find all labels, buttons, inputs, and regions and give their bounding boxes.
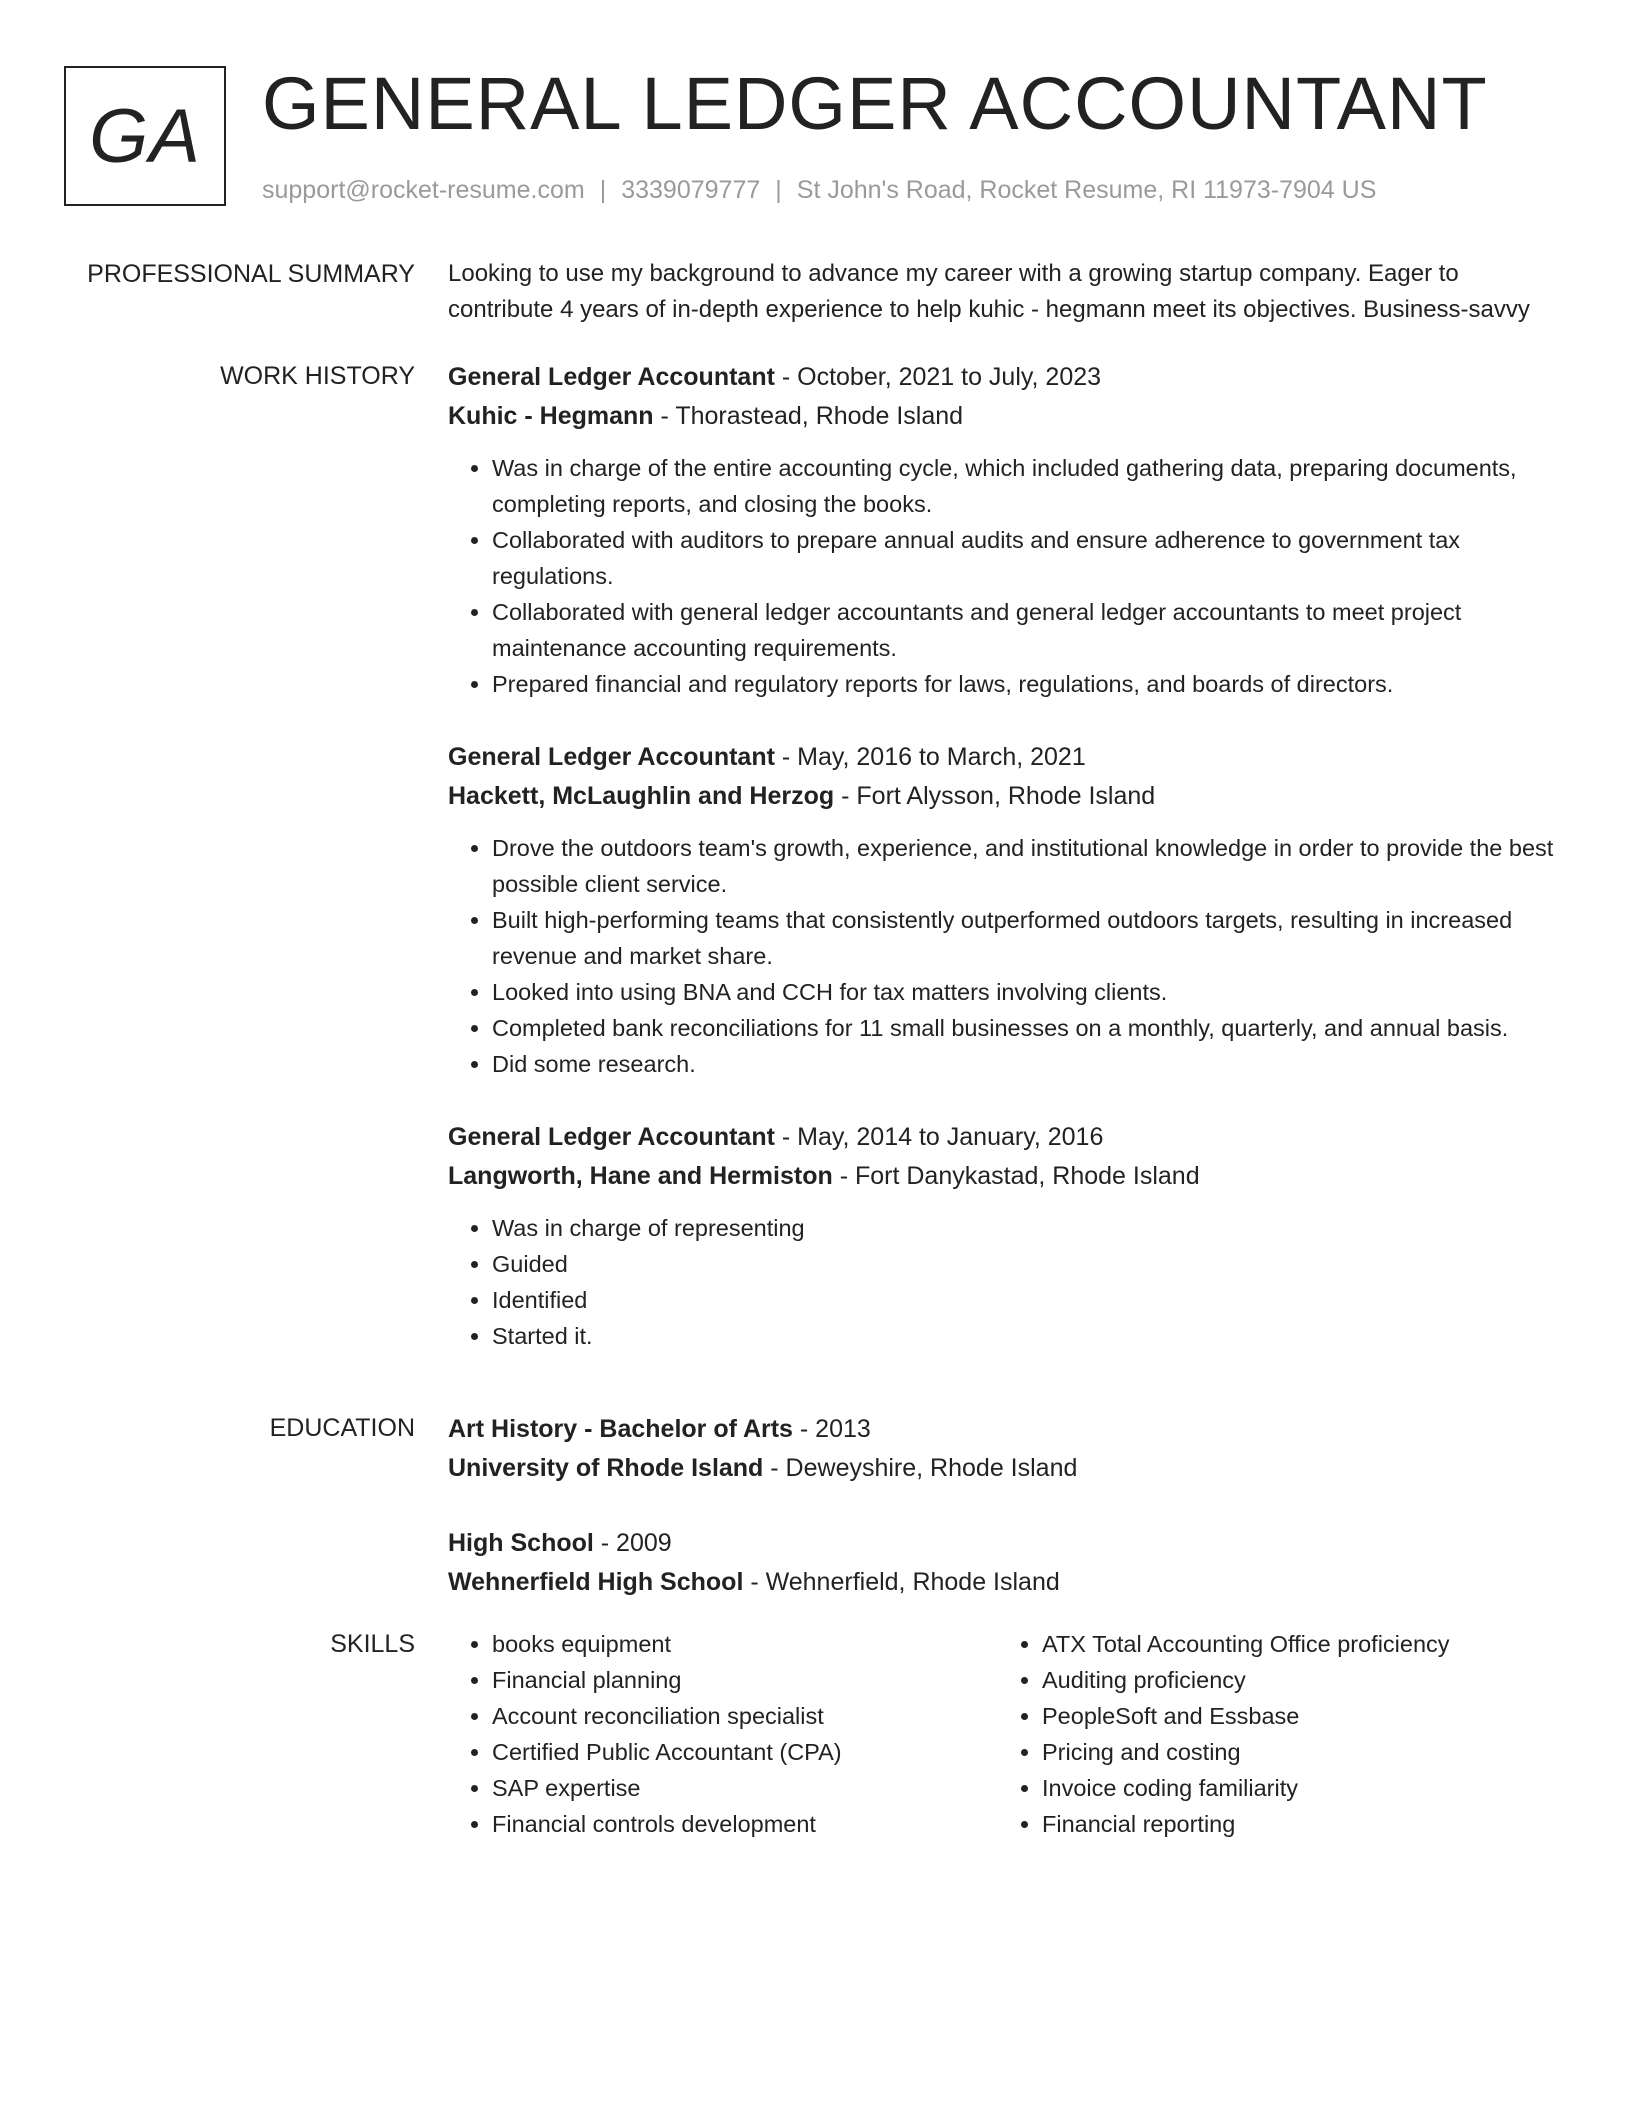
contact-separator: | bbox=[599, 176, 607, 204]
skill-item: • Account reconciliation specialist bbox=[492, 1698, 998, 1734]
contact-phone[interactable]: 3339079777 bbox=[621, 176, 761, 204]
job-dates: - October, 2021 to July, 2023 bbox=[774, 363, 1102, 391]
job-entry bbox=[448, 738, 1568, 1082]
job-company-line bbox=[448, 777, 1568, 816]
education-body bbox=[448, 1410, 1568, 1638]
job-location: - Fort Danykastad, Rhode Island bbox=[832, 1162, 1200, 1190]
job-bullet: • Started it. bbox=[492, 1318, 1568, 1354]
job-company: Langworth, Hane and Hermiston bbox=[448, 1162, 833, 1190]
job-bullet: • Looked into using BNA and CCH for tax matters involving clients. bbox=[492, 974, 1568, 1010]
education-degree-line bbox=[448, 1410, 1568, 1449]
job-bullet: • Prepared financial and regulatory reports for laws, regulations, and boards of directors. bbox=[492, 666, 1568, 702]
monogram-logo: GA bbox=[64, 66, 226, 206]
skills-body bbox=[448, 1626, 1568, 1842]
skill-item: • PeopleSoft and Essbase bbox=[1042, 1698, 1548, 1734]
job-dates: - May, 2014 to January, 2016 bbox=[774, 1123, 1104, 1151]
job-title-line bbox=[448, 358, 1568, 397]
resume-title: GENERAL LEDGER ACCOUNTANT bbox=[262, 62, 1488, 145]
job-company: Hackett, McLaughlin and Herzog bbox=[448, 782, 835, 810]
skill-item: • Financial controls development bbox=[492, 1806, 998, 1842]
job-dates: - May, 2016 to March, 2021 bbox=[774, 743, 1086, 771]
summary-label: PROFESSIONAL SUMMARY bbox=[87, 260, 415, 288]
job-bullets bbox=[448, 1210, 1568, 1354]
job-bullet: • Was in charge of the entire accounting cycle, which included gathering data, preparing documents, completing reports, and closing the books. bbox=[492, 450, 1568, 522]
job-location: - Fort Alysson, Rhode Island bbox=[834, 782, 1156, 810]
education-degree: High School bbox=[448, 1529, 594, 1557]
skills-label: SKILLS bbox=[330, 1630, 415, 1658]
education-entry bbox=[448, 1410, 1568, 1488]
contact-separator: | bbox=[775, 176, 782, 204]
skill-item: • Auditing proficiency bbox=[1042, 1662, 1548, 1698]
skills-column-right bbox=[998, 1626, 1548, 1842]
skills-column-left bbox=[448, 1626, 998, 1842]
job-bullet: • Collaborated with general ledger accountants and general ledger accountants to meet project maintenance accounting requirements. bbox=[492, 594, 1568, 666]
job-company-line bbox=[448, 1157, 1568, 1196]
job-bullet: • Completed bank reconciliations for 11 small businesses on a monthly, quarterly, and annual basis. bbox=[492, 1010, 1568, 1046]
job-entry bbox=[448, 1118, 1568, 1354]
job-title-line bbox=[448, 738, 1568, 777]
skill-item: • Certified Public Accountant (CPA) bbox=[492, 1734, 998, 1770]
contact-line bbox=[262, 172, 1376, 208]
job-bullet: • Guided bbox=[492, 1246, 1568, 1282]
work-history-label: WORK HISTORY bbox=[220, 362, 415, 390]
job-bullets bbox=[448, 830, 1568, 1082]
education-school: University of Rhode Island bbox=[448, 1454, 764, 1482]
education-location: - Wehnerfield, Rhode Island bbox=[743, 1568, 1060, 1596]
job-title: General Ledger Accountant bbox=[448, 363, 775, 391]
job-bullet: • Was in charge of representing bbox=[492, 1210, 1568, 1246]
education-year: - 2013 bbox=[792, 1415, 871, 1443]
skill-item: • Pricing and costing bbox=[1042, 1734, 1548, 1770]
job-company: Kuhic - Hegmann bbox=[448, 402, 654, 430]
work-history-body bbox=[448, 358, 1568, 1390]
job-bullet: • Drove the outdoors team's growth, experience, and institutional knowledge in order to provide the best possible client service. bbox=[492, 830, 1568, 902]
job-bullet: • Identified bbox=[492, 1282, 1568, 1318]
education-label: EDUCATION bbox=[269, 1414, 415, 1442]
skill-item: • Financial planning bbox=[492, 1662, 998, 1698]
skills-grid bbox=[448, 1626, 1568, 1842]
contact-email[interactable]: support@rocket-resume.com bbox=[262, 176, 585, 204]
education-school-line bbox=[448, 1449, 1568, 1488]
education-degree-line bbox=[448, 1524, 1568, 1563]
job-bullets bbox=[448, 450, 1568, 702]
contact-address: St John's Road, Rocket Resume, RI 11973-7904 US bbox=[796, 176, 1377, 204]
job-company-line bbox=[448, 397, 1568, 436]
education-school-line bbox=[448, 1563, 1568, 1602]
education-degree: Art History - Bachelor of Arts bbox=[448, 1415, 793, 1443]
job-bullet: • Built high-performing teams that consistently outperformed outdoors targets, resulting in increased revenue and market share. bbox=[492, 902, 1568, 974]
job-title: General Ledger Accountant bbox=[448, 1123, 775, 1151]
skill-item: • SAP expertise bbox=[492, 1770, 998, 1806]
job-location: - Thorastead, Rhode Island bbox=[653, 402, 964, 430]
education-location: - Deweyshire, Rhode Island bbox=[763, 1454, 1078, 1482]
summary-text: Looking to use my background to advance my career with a growing startup company. Eager to contribute 4 years of in-depth experience to help kuhic - hegmann meet its objectives. Business-savvy bbox=[448, 260, 1530, 323]
skill-item: • books equipment bbox=[492, 1626, 998, 1662]
skill-item: • ATX Total Accounting Office proficiency bbox=[1042, 1626, 1548, 1662]
job-bullet: • Did some research. bbox=[492, 1046, 1568, 1082]
education-entry bbox=[448, 1524, 1568, 1602]
skill-item: • Invoice coding familiarity bbox=[1042, 1770, 1548, 1806]
job-bullet: • Collaborated with auditors to prepare annual audits and ensure adherence to government tax regulations. bbox=[492, 522, 1568, 594]
job-title-line bbox=[448, 1118, 1568, 1157]
education-school: Wehnerfield High School bbox=[448, 1568, 744, 1596]
education-year: - 2009 bbox=[593, 1529, 672, 1557]
job-entry bbox=[448, 358, 1568, 702]
summary-body bbox=[448, 256, 1568, 328]
skill-item: • Financial reporting bbox=[1042, 1806, 1548, 1842]
job-title: General Ledger Accountant bbox=[448, 743, 775, 771]
